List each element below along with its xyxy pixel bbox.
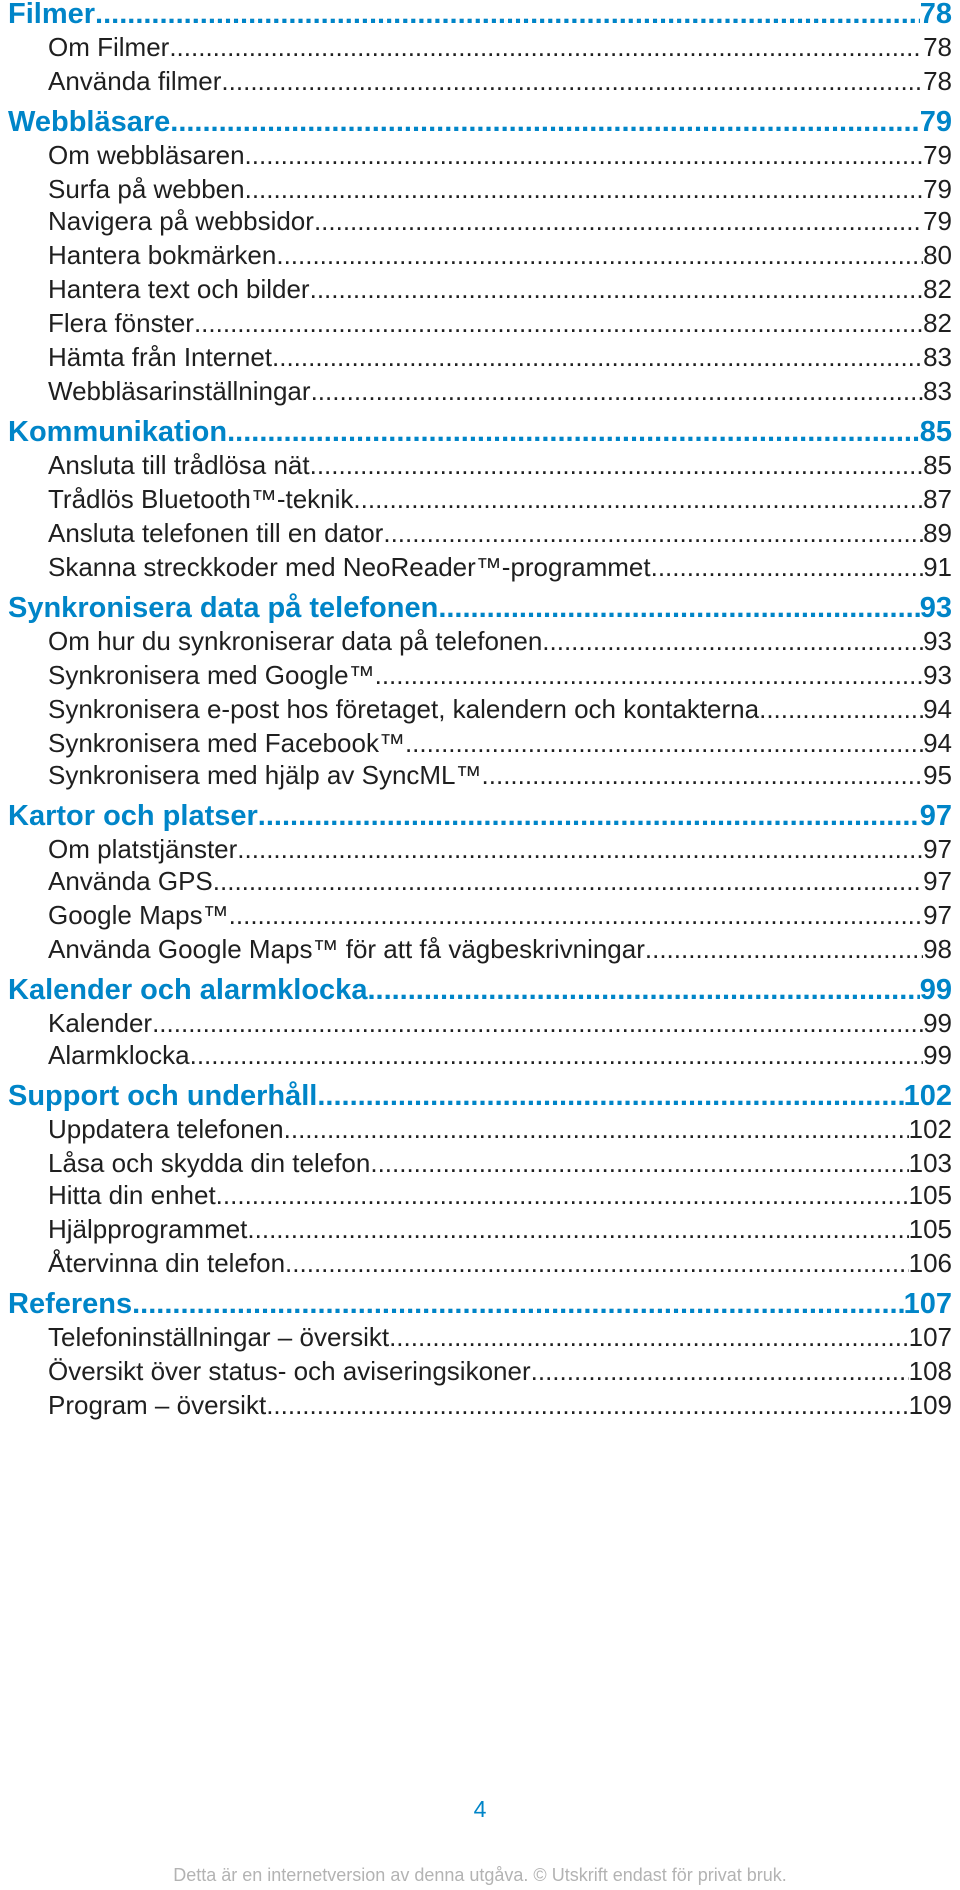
dot-leader — [237, 834, 923, 865]
toc-entry-title: Referens — [8, 1288, 133, 1320]
footer-note: Detta är en internetversion av denna utgåva. © Utskrift endast för privat bruk. — [173, 1865, 787, 1885]
toc-entry-title: Telefoninställningar – översikt — [48, 1322, 390, 1352]
toc-entry-title: Hämta från Internet — [48, 342, 272, 372]
toc-entry-page: 105 — [908, 1214, 952, 1244]
dot-leader — [405, 728, 923, 759]
toc-item-entry[interactable] — [48, 934, 952, 965]
toc-section-entry[interactable] — [8, 1288, 952, 1321]
toc-item-entry[interactable] — [48, 1356, 952, 1387]
toc-entry-title: Låsa och skydda din telefon — [48, 1148, 371, 1178]
toc-entry-title: Om webbläsaren — [48, 140, 245, 170]
toc-entry-page: 103 — [908, 1148, 952, 1178]
toc-entry-page: 93 — [923, 660, 952, 690]
toc-entry-title: Skanna streckkoder med NeoReader™-programmet — [48, 552, 651, 582]
toc-entry-page: 78 — [919, 0, 952, 30]
toc-entry-page: 93 — [919, 592, 952, 624]
toc-entry-title: Google Maps™ — [48, 900, 229, 930]
toc-entry-page: 109 — [908, 1390, 952, 1420]
toc-entry-page: 85 — [919, 416, 952, 448]
toc-entry-title: Hitta din enhet — [48, 1180, 216, 1210]
toc-entry-page: 105 — [908, 1180, 952, 1210]
toc-entry-title: Kalender — [48, 1008, 153, 1038]
toc-entry-page: 85 — [923, 450, 952, 480]
toc-entry-page: 95 — [923, 760, 952, 790]
toc-entry-page: 102 — [903, 1080, 952, 1112]
dot-leader — [245, 140, 924, 171]
toc-entry-page: 97 — [923, 900, 952, 930]
toc-entry-title: Synkronisera e-post hos företaget, kalendern och kontakterna — [48, 694, 760, 724]
toc-section-entry[interactable] — [8, 0, 952, 31]
toc-item-entry[interactable] — [48, 1148, 952, 1179]
dot-leader — [227, 416, 920, 449]
toc-entry-page: 80 — [923, 240, 952, 270]
dot-leader — [645, 934, 923, 965]
toc-item-entry[interactable] — [48, 240, 952, 271]
toc-entry-title: Trådlös Bluetooth™-teknik — [48, 484, 354, 514]
toc-item-entry[interactable] — [48, 866, 952, 897]
toc-entry-title: Använda GPS — [48, 866, 213, 896]
toc-entry-page: 79 — [923, 140, 952, 170]
toc-entry-title: Webbläsarinställningar — [48, 376, 311, 406]
dot-leader — [542, 626, 923, 657]
toc-entry-page: 78 — [923, 66, 952, 96]
dot-leader — [229, 900, 923, 931]
toc-item-entry[interactable] — [48, 376, 952, 407]
toc-section-entry[interactable] — [8, 974, 952, 1007]
toc-entry-title: Surfa på webben — [48, 174, 245, 204]
toc-item-entry[interactable] — [48, 274, 952, 305]
toc-item-entry[interactable] — [48, 174, 952, 205]
dot-leader — [132, 1288, 903, 1321]
dot-leader — [310, 274, 923, 305]
toc-entry-page: 108 — [908, 1356, 952, 1386]
toc-entry-title: Använda filmer — [48, 66, 222, 96]
toc-entry-page: 79 — [923, 206, 952, 236]
toc-entry-page: 87 — [923, 484, 952, 514]
toc-entry-title: Ansluta till trådlösa nät — [48, 450, 310, 480]
toc-item-entry[interactable] — [48, 66, 952, 97]
toc-entry-title: Kalender och alarmklocka — [8, 974, 368, 1006]
dot-leader — [370, 1148, 908, 1179]
dot-leader — [266, 1390, 908, 1421]
dot-leader — [221, 66, 923, 97]
toc-entry-page: 82 — [923, 308, 952, 338]
dot-leader — [375, 660, 923, 691]
dot-leader — [531, 1356, 909, 1387]
dot-leader — [95, 0, 920, 31]
toc-entry-page: 99 — [923, 1040, 952, 1070]
toc-entry-page: 79 — [919, 106, 952, 138]
dot-leader — [759, 694, 923, 725]
dot-leader — [170, 106, 919, 139]
toc-item-entry[interactable] — [48, 206, 952, 237]
toc-entry-page: 91 — [923, 552, 952, 582]
toc-item-entry[interactable] — [48, 450, 952, 481]
toc-item-entry[interactable] — [48, 660, 952, 691]
toc-entry-page: 97 — [919, 800, 952, 832]
toc-entry-title: Kommunikation — [8, 416, 228, 448]
dot-leader — [272, 342, 923, 373]
toc-item-entry[interactable] — [48, 552, 952, 583]
dot-leader — [284, 1114, 909, 1145]
toc-item-entry[interactable] — [48, 32, 952, 63]
toc-item-entry[interactable] — [48, 760, 952, 791]
toc-section-entry[interactable] — [8, 1080, 952, 1113]
toc-item-entry[interactable] — [48, 1040, 952, 1071]
dot-leader — [285, 1248, 909, 1279]
toc-item-entry[interactable] — [48, 694, 952, 725]
toc-entry-page: 107 — [908, 1322, 952, 1352]
toc-entry-page: 89 — [923, 518, 952, 548]
toc-entry-page: 106 — [908, 1248, 952, 1278]
toc-entry-page: 102 — [908, 1114, 952, 1144]
toc-item-entry[interactable] — [48, 140, 952, 171]
dot-leader — [247, 1214, 908, 1245]
toc-entry-title: Om platstjänster — [48, 834, 238, 864]
toc-item-entry[interactable] — [48, 1008, 952, 1039]
toc-entry-page: 98 — [923, 934, 952, 964]
toc-item-entry[interactable] — [48, 1322, 952, 1353]
dot-leader — [245, 174, 923, 205]
toc-item-entry[interactable] — [48, 308, 952, 339]
toc-entry-page: 83 — [923, 342, 952, 372]
toc-entry-page: 99 — [923, 1008, 952, 1038]
dot-leader — [367, 974, 919, 1007]
dot-leader — [651, 552, 923, 583]
toc-entry-page: 78 — [923, 32, 952, 62]
dot-leader — [314, 206, 923, 237]
toc-entry-page: 99 — [919, 974, 952, 1006]
dot-leader — [438, 592, 919, 625]
dot-leader — [482, 760, 924, 791]
toc-entry-title: Navigera på webbsidor — [48, 206, 314, 236]
toc-entry-title: Hjälpprogrammet — [48, 1214, 248, 1244]
toc-entry-page: 93 — [923, 626, 952, 656]
toc-entry-page: 82 — [923, 274, 952, 304]
toc-entry-title: Återvinna din telefon — [48, 1248, 286, 1278]
toc-section-entry[interactable] — [8, 416, 952, 449]
toc-item-entry[interactable] — [48, 1248, 952, 1279]
toc-item-entry[interactable] — [48, 900, 952, 931]
toc-item-entry[interactable] — [48, 1180, 952, 1211]
toc-entry-title: Flera fönster — [48, 308, 194, 338]
dot-leader — [353, 484, 923, 515]
toc-section-entry[interactable] — [8, 592, 952, 625]
toc-entry-title: Om hur du synkroniserar data på telefonen — [48, 626, 543, 656]
toc-item-entry[interactable] — [48, 342, 952, 373]
toc-entry-title: Filmer — [8, 0, 96, 30]
toc-section-entry[interactable] — [8, 106, 952, 139]
toc-entry-title: Ansluta telefonen till en dator — [48, 518, 384, 548]
toc-item-entry[interactable] — [48, 1390, 952, 1421]
toc-entry-page: 97 — [923, 834, 952, 864]
dot-leader — [317, 1080, 903, 1113]
toc-entry-page: 94 — [923, 694, 952, 724]
toc-section-entry[interactable] — [8, 800, 952, 833]
dot-leader — [213, 866, 923, 897]
toc-entry-title: Hantera bokmärken — [48, 240, 277, 270]
toc-entry-title: Uppdatera telefonen — [48, 1114, 284, 1144]
toc-entry-title: Hantera text och bilder — [48, 274, 310, 304]
toc-entry-title: Synkronisera med Google™ — [48, 660, 375, 690]
toc-item-entry[interactable] — [48, 626, 952, 657]
toc-entry-title: Program – översikt — [48, 1390, 267, 1420]
toc-entry-title: Använda Google Maps™ för att få vägbeskrivningar — [48, 934, 645, 964]
toc-item-entry[interactable] — [48, 728, 952, 759]
toc-entry-page: 107 — [903, 1288, 952, 1320]
toc-item-entry[interactable] — [48, 1114, 952, 1145]
toc-entry-title: Support och underhåll — [8, 1080, 318, 1112]
dot-leader — [310, 450, 923, 481]
toc-item-entry[interactable] — [48, 1214, 952, 1245]
toc-entry-title: Webbläsare — [8, 106, 171, 138]
toc-entry-title: Synkronisera med hjälp av SyncML™ — [48, 760, 482, 790]
dot-leader — [258, 800, 920, 833]
dot-leader — [276, 240, 923, 271]
toc-entry-title: Synkronisera med Facebook™ — [48, 728, 405, 758]
toc-entry-title: Alarmklocka — [48, 1040, 190, 1070]
toc-entry-title: Synkronisera data på telefonen — [8, 592, 439, 624]
toc-item-entry[interactable] — [48, 518, 952, 549]
toc-entry-title: Översikt över status- och aviseringsikoner — [48, 1356, 531, 1386]
toc-entry-page: 94 — [923, 728, 952, 758]
dot-leader — [383, 518, 923, 549]
dot-leader — [389, 1322, 909, 1353]
dot-leader — [194, 308, 923, 339]
dot-leader — [152, 1008, 923, 1039]
dot-leader — [190, 1040, 923, 1071]
toc-entry-title: Om Filmer — [48, 32, 170, 62]
dot-leader — [169, 32, 923, 63]
toc-item-entry[interactable] — [48, 834, 952, 865]
toc-entry-page: 79 — [923, 174, 952, 204]
dot-leader — [216, 1180, 909, 1211]
dot-leader — [311, 376, 924, 407]
toc-entry-title: Kartor och platser — [8, 800, 258, 832]
toc-entry-page: 97 — [923, 866, 952, 896]
page-number: 4 — [473, 1796, 487, 1822]
toc-item-entry[interactable] — [48, 484, 952, 515]
toc-entry-page: 83 — [923, 376, 952, 406]
